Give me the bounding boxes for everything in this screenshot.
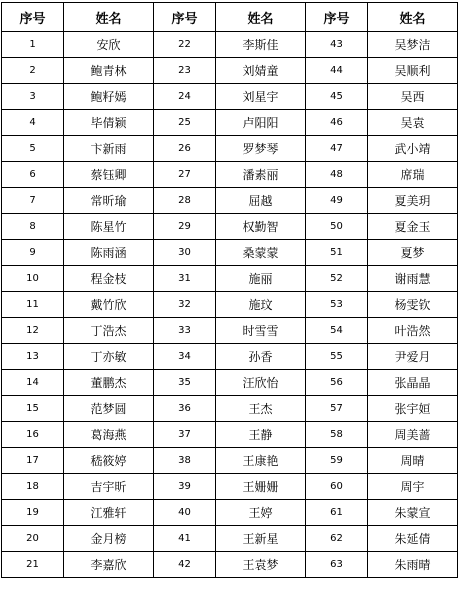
index-cell: 35 [154,370,216,396]
index-cell: 27 [154,162,216,188]
index-cell: 8 [2,214,64,240]
index-cell: 55 [306,344,368,370]
index-cell: 44 [306,58,368,84]
name-cell: 王姗姗 [216,474,306,500]
name-cell: 王婷 [216,500,306,526]
name-cell: 范梦圆 [64,396,154,422]
name-cell: 毕倩颖 [64,110,154,136]
table-row [2,500,458,526]
table-row [2,448,458,474]
index-cell: 29 [154,214,216,240]
name-cell: 张宇姮 [368,396,458,422]
name-cell: 王静 [216,422,306,448]
name-cell: 施玟 [216,292,306,318]
name-cell: 夏美玥 [368,188,458,214]
name-cell: 朱雨晴 [368,552,458,578]
name-cell: 鲍青林 [64,58,154,84]
header-name: 姓名 [368,3,458,32]
table-row [2,240,458,266]
index-cell: 61 [306,500,368,526]
index-cell: 36 [154,396,216,422]
name-cell: 吴顺利 [368,58,458,84]
table-row [2,526,458,552]
header-index: 序号 [306,3,368,32]
index-cell: 1 [2,32,64,58]
roster-body [2,32,458,578]
name-cell: 程金枝 [64,266,154,292]
name-cell: 尹爱月 [368,344,458,370]
index-cell: 2 [2,58,64,84]
name-cell: 周晴 [368,448,458,474]
name-cell: 吴袁 [368,110,458,136]
name-cell: 吉宇昕 [64,474,154,500]
index-cell: 32 [154,292,216,318]
name-cell: 桑蒙蒙 [216,240,306,266]
table-row [2,292,458,318]
index-cell: 3 [2,84,64,110]
index-cell: 15 [2,396,64,422]
name-cell: 丁亦敏 [64,344,154,370]
table-row [2,318,458,344]
table-row [2,344,458,370]
index-cell: 20 [2,526,64,552]
index-cell: 6 [2,162,64,188]
header-name: 姓名 [64,3,154,32]
index-cell: 54 [306,318,368,344]
index-cell: 58 [306,422,368,448]
table-row [2,370,458,396]
index-cell: 10 [2,266,64,292]
index-cell: 57 [306,396,368,422]
roster-sheet [1,2,457,578]
name-cell: 蔡钰卿 [64,162,154,188]
name-cell: 安欣 [64,32,154,58]
index-cell: 22 [154,32,216,58]
table-row [2,162,458,188]
name-cell: 卞新雨 [64,136,154,162]
name-cell: 谢雨慧 [368,266,458,292]
name-cell: 金月榜 [64,526,154,552]
index-cell: 52 [306,266,368,292]
name-cell: 李嘉欣 [64,552,154,578]
index-cell: 13 [2,344,64,370]
table-row [2,84,458,110]
index-cell: 34 [154,344,216,370]
index-cell: 62 [306,526,368,552]
name-cell: 潘素丽 [216,162,306,188]
table-row [2,474,458,500]
name-cell: 朱蒙宣 [368,500,458,526]
name-cell: 周美蔷 [368,422,458,448]
index-cell: 21 [2,552,64,578]
index-cell: 28 [154,188,216,214]
name-cell: 葛海燕 [64,422,154,448]
name-cell: 陈雨涵 [64,240,154,266]
index-cell: 12 [2,318,64,344]
name-cell: 罗梦琴 [216,136,306,162]
index-cell: 48 [306,162,368,188]
table-row [2,552,458,578]
name-cell: 王新星 [216,526,306,552]
name-cell: 陈星竹 [64,214,154,240]
name-cell: 王袁梦 [216,552,306,578]
table-row [2,214,458,240]
table-row [2,58,458,84]
index-cell: 9 [2,240,64,266]
table-row [2,188,458,214]
name-cell: 董鹏杰 [64,370,154,396]
index-cell: 19 [2,500,64,526]
name-cell: 鲍籽嫣 [64,84,154,110]
table-row [2,422,458,448]
index-cell: 42 [154,552,216,578]
index-cell: 39 [154,474,216,500]
index-cell: 63 [306,552,368,578]
index-cell: 7 [2,188,64,214]
index-cell: 33 [154,318,216,344]
table-row [2,396,458,422]
name-cell: 吴梦洁 [368,32,458,58]
name-cell: 孙香 [216,344,306,370]
index-cell: 47 [306,136,368,162]
index-cell: 37 [154,422,216,448]
index-cell: 50 [306,214,368,240]
name-cell: 夏梦 [368,240,458,266]
name-cell: 江雅轩 [64,500,154,526]
index-cell: 46 [306,110,368,136]
name-cell: 时雪雪 [216,318,306,344]
name-cell: 吴西 [368,84,458,110]
name-cell: 周宇 [368,474,458,500]
table-row [2,136,458,162]
name-cell: 武小靖 [368,136,458,162]
name-cell: 汪欣怡 [216,370,306,396]
index-cell: 31 [154,266,216,292]
name-cell: 李斯佳 [216,32,306,58]
index-cell: 41 [154,526,216,552]
index-cell: 25 [154,110,216,136]
index-cell: 45 [306,84,368,110]
name-cell: 王康艳 [216,448,306,474]
name-cell: 戴竹欣 [64,292,154,318]
name-cell: 权勤智 [216,214,306,240]
name-cell: 杨雯钦 [368,292,458,318]
index-cell: 23 [154,58,216,84]
name-cell: 张晶晶 [368,370,458,396]
name-cell: 丁浩杰 [64,318,154,344]
index-cell: 18 [2,474,64,500]
name-cell: 刘婧童 [216,58,306,84]
name-cell: 王杰 [216,396,306,422]
index-cell: 11 [2,292,64,318]
roster-table [1,2,458,578]
header-index: 序号 [154,3,216,32]
index-cell: 49 [306,188,368,214]
index-cell: 14 [2,370,64,396]
index-cell: 5 [2,136,64,162]
index-cell: 26 [154,136,216,162]
table-row [2,32,458,58]
name-cell: 常昕瑜 [64,188,154,214]
name-cell: 朱延倩 [368,526,458,552]
index-cell: 43 [306,32,368,58]
index-cell: 51 [306,240,368,266]
index-cell: 17 [2,448,64,474]
index-cell: 24 [154,84,216,110]
name-cell: 刘星宇 [216,84,306,110]
name-cell: 嵇筱婷 [64,448,154,474]
table-row [2,266,458,292]
index-cell: 59 [306,448,368,474]
name-cell: 施丽 [216,266,306,292]
name-cell: 叶浩然 [368,318,458,344]
index-cell: 40 [154,500,216,526]
header-index: 序号 [2,3,64,32]
name-cell: 卢阳阳 [216,110,306,136]
header-row [2,3,458,32]
name-cell: 席瑞 [368,162,458,188]
index-cell: 30 [154,240,216,266]
index-cell: 38 [154,448,216,474]
name-cell: 夏金玉 [368,214,458,240]
header-name: 姓名 [216,3,306,32]
index-cell: 56 [306,370,368,396]
index-cell: 53 [306,292,368,318]
table-row [2,110,458,136]
index-cell: 4 [2,110,64,136]
name-cell: 屈越 [216,188,306,214]
index-cell: 60 [306,474,368,500]
index-cell: 16 [2,422,64,448]
